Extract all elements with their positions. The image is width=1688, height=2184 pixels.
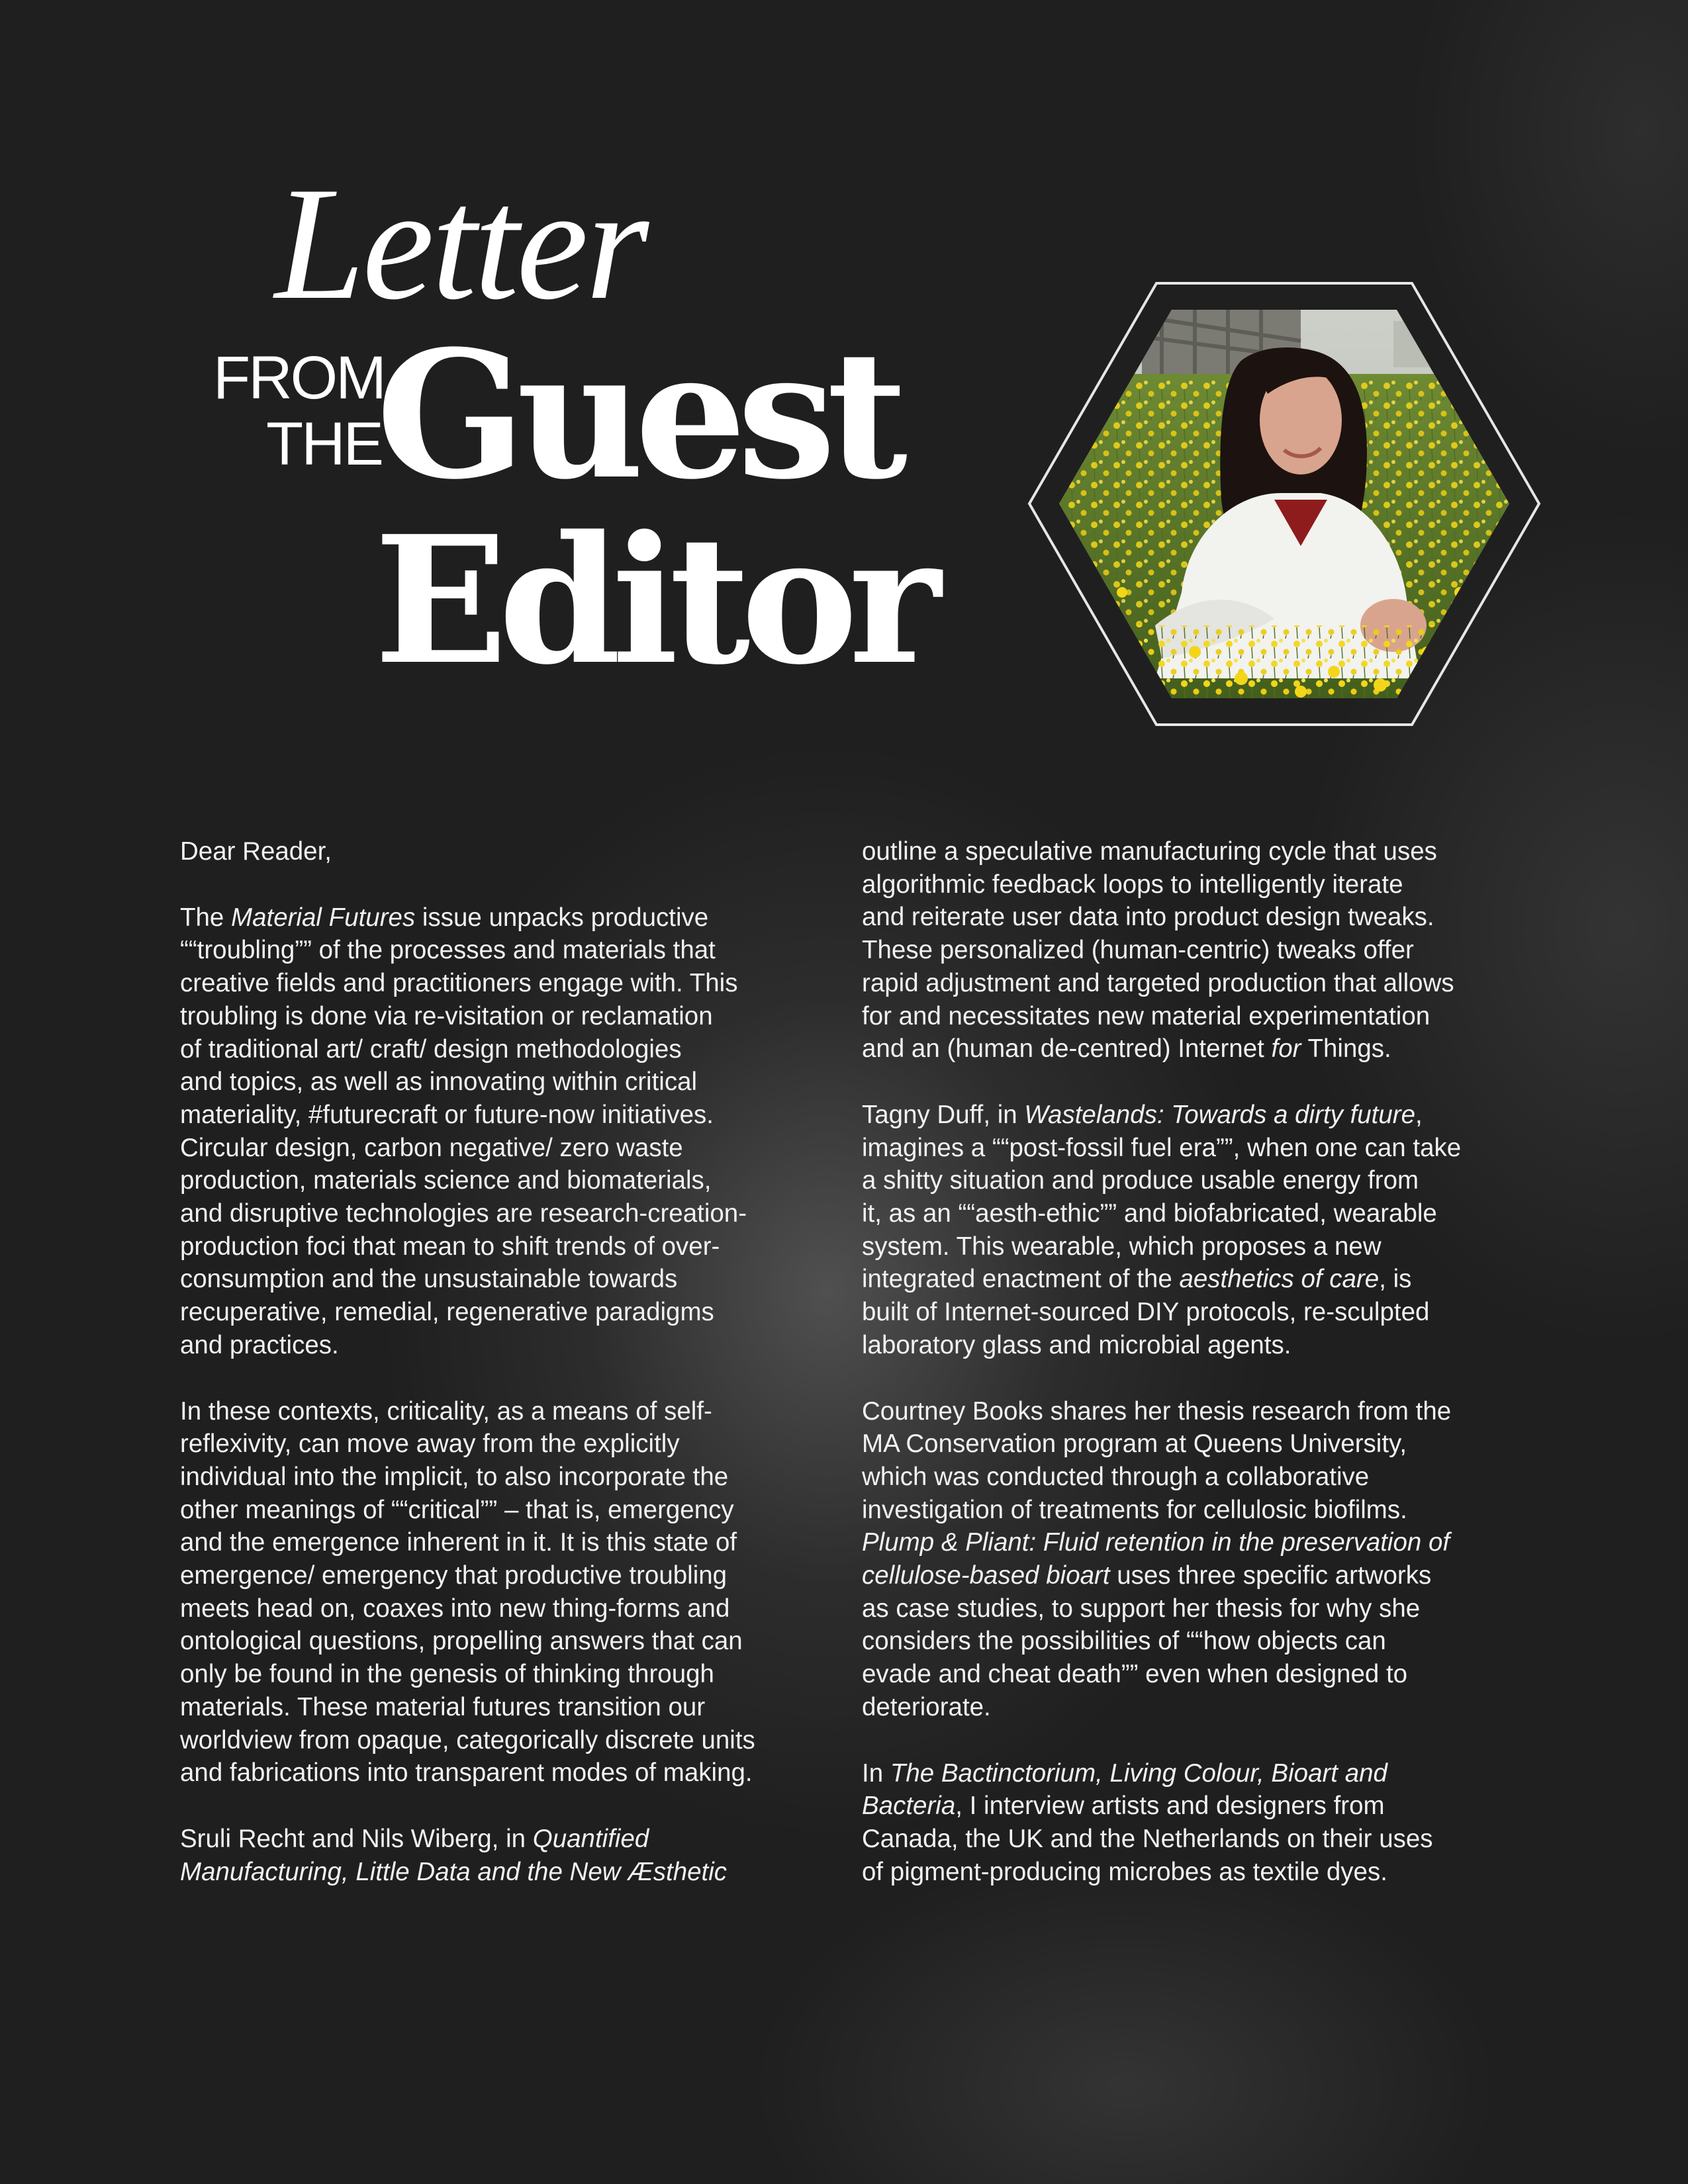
title-letter: Letter: [275, 154, 647, 333]
aesthetics-of-care-emphasis: aesthetics of care: [1179, 1265, 1380, 1294]
issue-title: Material Futures: [231, 903, 416, 932]
bactinctorium-end: , I interview artists and designers from Canada, the UK and the Netherlands on their uses of pigment-producing microbes as textile dyes.: [862, 1792, 1433, 1886]
article-title-quantified-manufacturing: Quantified Manufacturing, Little Data and the New Æsthetic: [180, 1824, 727, 1886]
body-left-column: [180, 835, 842, 1921]
for-emphasis: for: [1271, 1034, 1301, 1064]
article-title-wastelands: Wastelands: Towards a dirty future: [1024, 1100, 1416, 1129]
article-title-bactinctorium: The Bactinctorium, Living Colour, Bioart and Bacteria: [862, 1758, 1387, 1821]
paragraph-bactinctorium: [862, 1757, 1517, 1889]
duff-lead: Tagny Duff, in: [862, 1100, 1025, 1129]
manufacturing-cycle-body: outline a speculative manufacturing cycle that uses algorithmic feedback loops to intelligently iterate and reiterate user data into product design tweaks. These personalized (human-centric) tweaks offer rapid adjustment and targeted production that allows for and necessitates new material experimentation and an (human de-centred) Internet: [862, 837, 1454, 1064]
intro-lead: The: [180, 903, 232, 932]
paragraph-tagny-duff: [862, 1099, 1517, 1362]
article-title-plump-pliant: Plump & Pliant: Fluid retention in the preservation of cellulose-based bioart: [862, 1528, 1450, 1590]
bactinctorium-lead: In: [862, 1758, 890, 1788]
duff-body: , imagines a ““post-fossil fuel era””, when one can take a shitty situation and produce usable energy from it, as an ““aesth-ethic”” and biofabricated, wearable system. This wearable, which proposes a new integrated enactment of the: [862, 1100, 1462, 1294]
portrait-photo-hexagon: [1023, 281, 1546, 731]
paragraph-criticality: In these contexts, criticality, as a means of self- reflexivity, can move away from the explicitly individual into the implicit, to also incorporate the other meanings of ““critical”” – that is, emergency and the emergence inherent in it. It is this state of emergence/ emergency that productive troubling meets head on, coaxes into new thing-forms and ontological questions, propelling answers that can only be found in the genesis of thinking through materials. These material futures transition our worldview from opaque, categorically discrete units and fabrications into transparent modes of making.: [180, 1396, 755, 1788]
recht-wiberg-lead: Sruli Recht and Nils Wiberg, in: [180, 1824, 533, 1853]
paragraph-courtney-books: [862, 1395, 1517, 1724]
salutation: Dear Reader,: [180, 837, 332, 866]
portrait-icon: [1023, 281, 1546, 731]
title-editor: Editor: [374, 498, 932, 704]
body-right-column: [862, 835, 1517, 1921]
title-the: THE: [266, 410, 382, 478]
title-guest: Guest: [376, 312, 899, 518]
intro-body: issue unpacks productive ““troubling”” of the processes and materials that creative fields and practitioners engage with. This troubling is done via re-visitation or reclamation of traditional art/ craft/ design methodologies and topics, as well as innovating within critical materiality, #futurecraft or future-now initiatives. Circular design, carbon negative/ zero waste production, materials science and biomaterials, and disruptive technologies are research-creation- production foci that mean to shift trends of over- consumption and the unsustainable towards recuperative, remedial, regenerative paradigms and practices.: [180, 903, 747, 1359]
books-lead: Courtney Books shares her thesis research from the MA Conservation program at Queens University, which was conducted through a collaborative investigation of treatments for cellulosic biofilms.: [862, 1396, 1452, 1524]
manufacturing-cycle-end: Things.: [1301, 1034, 1391, 1064]
page-title: [0, 0, 993, 728]
paragraph-recht-wiberg: [180, 1823, 842, 1888]
paragraph-intro: [180, 901, 842, 1362]
paragraph-manufacturing-cycle: [862, 835, 1517, 1066]
duff-end: , is built of Internet-sourced DIY protocols, re-sculpted laboratory glass and microbial agents.: [862, 1265, 1430, 1359]
books-end: uses three specific artworks as case studies, to support her thesis for why she considers the possibilities of ““how objects can evade and cheat death”” even when designed to deteriorate.: [862, 1561, 1432, 1721]
title-from: FROM: [213, 344, 385, 412]
